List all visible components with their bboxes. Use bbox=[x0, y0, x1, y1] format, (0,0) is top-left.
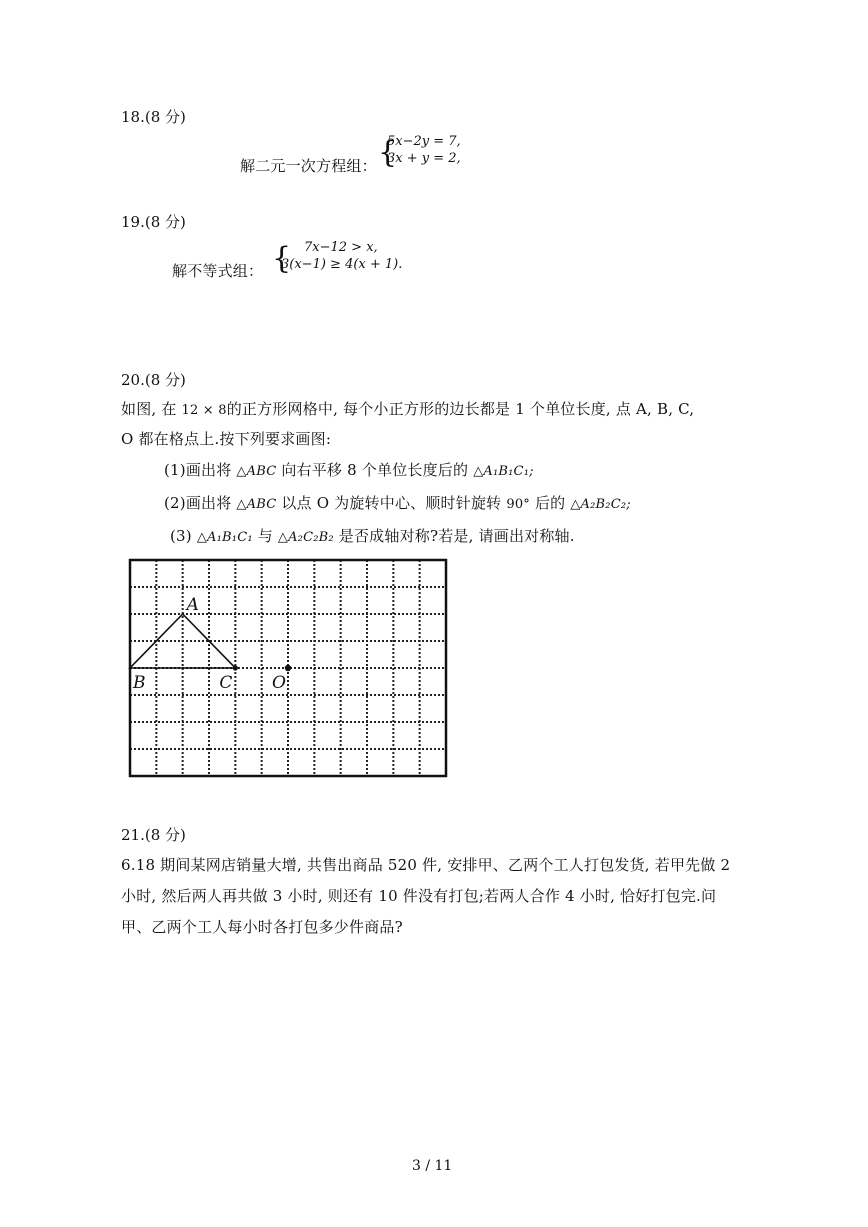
q20-part2-text-c: 后的 bbox=[530, 494, 571, 512]
q20-intro-line2: O 都在格点上.按下列要求画图: bbox=[121, 430, 332, 448]
q20-part3-triangle-2: △A₂C₂B₂ bbox=[277, 530, 334, 545]
label-b: B bbox=[133, 673, 146, 693]
q20-part3-triangle-1: △A₁B₁C₁ bbox=[196, 530, 253, 545]
q18-equation-1: 5x−2y = 7, bbox=[387, 134, 461, 149]
q19-inequality-1: 7x−12 > x, bbox=[304, 240, 378, 255]
q20-part2-text-b: 以点 O 为旋转中心、顺时针旋转 bbox=[276, 494, 507, 512]
point-c-dot bbox=[233, 665, 238, 670]
q18-equation-2: 3x + y = 2, bbox=[387, 151, 461, 166]
q21-line2: 小时, 然后两人再共做 3 小时, 则还有 10 件没有打包;若两人合作 4 小时, 恰好打包完.问 bbox=[121, 887, 717, 905]
page-number: 3 / 11 bbox=[412, 1158, 453, 1174]
q20-part1-triangle-image: △A₁B₁C₁; bbox=[473, 464, 534, 479]
left-brace-icon: { bbox=[378, 135, 398, 170]
q20-title: 20.(8 分) bbox=[121, 371, 186, 389]
q20-intro-text-b: 的正方形网格中, 每个小正方形的边长都是 1 个单位长度, 点 A, B, C, bbox=[226, 400, 695, 418]
q20-part2 bbox=[164, 492, 631, 513]
q20-grid-size: 12 × 8 bbox=[181, 403, 227, 418]
q20-part2-text-a: (2)画出将 bbox=[164, 494, 237, 512]
q21-title: 21.(8 分) bbox=[121, 826, 186, 844]
q20-intro-text-a: 如图, 在 bbox=[121, 400, 182, 418]
label-o: O bbox=[272, 673, 286, 693]
q20-part2-angle: 90° bbox=[506, 497, 530, 512]
q20-part3-text-b: 与 bbox=[252, 527, 278, 545]
q19-prompt: 解不等式组： bbox=[172, 262, 264, 280]
square-grid-figure bbox=[128, 558, 450, 780]
q21-line1: 6.18 期间某网店销量大增, 共售出商品 520 件, 安排甲、乙两个工人打包发货, 若甲先做 2 bbox=[121, 856, 731, 874]
q18-title: 18.(8 分) bbox=[121, 108, 186, 126]
q20-part1-text-a: (1)画出将 bbox=[164, 461, 237, 479]
label-c: C bbox=[219, 673, 233, 693]
point-o-dot bbox=[285, 665, 291, 671]
q19-title: 19.(8 分) bbox=[121, 213, 186, 231]
left-brace-icon: { bbox=[272, 241, 292, 276]
q20-part1-triangle: △ABC bbox=[236, 464, 277, 479]
q20-part3-text-a: (3) bbox=[170, 527, 197, 545]
q21-line3: 甲、乙两个工人每小时各打包多少件商品? bbox=[121, 918, 403, 936]
q20-part1 bbox=[164, 459, 534, 480]
q20-part1-text-b: 向右平移 8 个单位长度后的 bbox=[276, 461, 474, 479]
q20-part2-triangle-image: △A₂B₂C₂; bbox=[570, 497, 631, 512]
q20-part3 bbox=[170, 525, 575, 546]
label-a: A bbox=[186, 595, 199, 615]
q18-prompt: 解二元一次方程组： bbox=[240, 157, 377, 175]
q19-inequality-2: 3(x−1) ≥ 4(x + 1). bbox=[281, 257, 403, 272]
q20-part2-triangle: △ABC bbox=[236, 497, 277, 512]
q20-intro-line1 bbox=[121, 398, 694, 419]
q20-part3-text-c: 是否成轴对称?若是, 请画出对称轴. bbox=[333, 527, 575, 545]
